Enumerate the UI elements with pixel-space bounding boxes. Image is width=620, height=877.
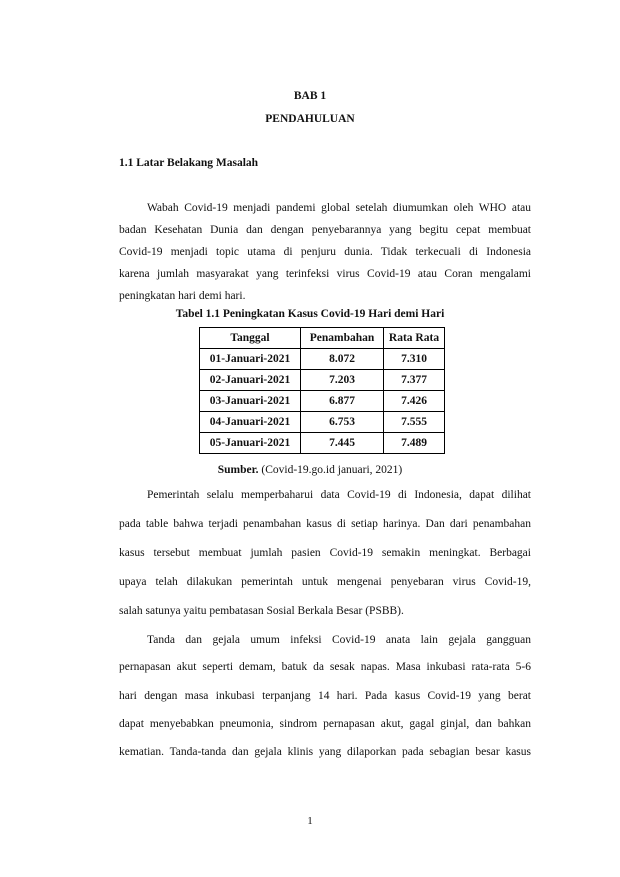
paragraph-line: salah satunya yaitu pembatasan Sosial Berkala Besar (PSBB). <box>119 605 404 617</box>
table-cell: 6.877 <box>301 391 384 412</box>
chapter-title: BAB 1 <box>293 90 327 102</box>
column-header: Tanggal <box>200 328 301 349</box>
paragraph-line: Covid-19 menjadi topic utama di penjuru dunia. Tidak terkecuali di Indonesia <box>119 246 531 258</box>
table-cell: 7.310 <box>384 349 445 370</box>
column-header: Penambahan <box>301 328 384 349</box>
table-cell: 02-Januari-2021 <box>200 370 301 391</box>
table-row <box>200 412 445 433</box>
paragraph-line: hari dengan masa inkubasi terpanjang 14 hari. Pada kasus Covid-19 yang berat <box>119 690 531 702</box>
table-cell: 7.489 <box>384 433 445 454</box>
paragraph-line: Wabah Covid-19 menjadi pandemi global setelah diumumkan oleh WHO atau <box>147 202 531 214</box>
table-cell: 01-Januari-2021 <box>200 349 301 370</box>
chapter-subtitle: PENDAHULUAN <box>265 113 355 125</box>
table-row <box>200 391 445 412</box>
paragraph-line: pada table bahwa terjadi penambahan kasus di setiap harinya. Dan dari penambahan <box>119 518 531 530</box>
table-row <box>200 349 445 370</box>
paragraph-line: upaya telah dilakukan pemerintah untuk mengenai penyebaran virus Covid-19, <box>119 576 531 588</box>
paragraph-line: karena jumlah masyarakat yang terinfeksi virus Covid-19 atau Coran mengalami <box>119 268 531 280</box>
table-cell: 03-Januari-2021 <box>200 391 301 412</box>
paragraph-line: peningkatan hari demi hari. <box>119 290 246 302</box>
table-cell: 7.377 <box>384 370 445 391</box>
table-cell: 7.426 <box>384 391 445 412</box>
cases-table <box>199 327 445 454</box>
table-caption: Tabel 1.1 Peningkatan Kasus Covid-19 Hari demi Hari <box>175 308 445 320</box>
table-cell: 8.072 <box>301 349 384 370</box>
table-source <box>0 464 620 476</box>
table-row <box>200 433 445 454</box>
table-row <box>200 370 445 391</box>
paragraph-line: kematian. Tanda-tanda dan gejala klinis yang dilaporkan pada sebagian besar kasus <box>119 746 531 758</box>
paragraph-line: dapat menyebabkan pneumonia, sindrom pernapasan akut, gagal ginjal, dan bahkan <box>119 718 531 730</box>
paragraph-line: pernapasan akut seperti demam, batuk da sesak napas. Masa inkubasi rata-rata 5-6 <box>119 661 531 673</box>
column-header: Rata Rata <box>384 328 445 349</box>
source-label: Sumber. <box>217 464 259 476</box>
paragraph-line: Pemerintah selalu memperbaharui data Covid-19 di Indonesia, dapat dilihat <box>147 489 531 501</box>
paragraph-line: badan Kesehatan Dunia dan dengan penyebarannya yang begitu cepat membuat <box>119 224 531 236</box>
table-cell: 7.445 <box>301 433 384 454</box>
page-number: 1 <box>307 815 313 827</box>
table-cell: 05-Januari-2021 <box>200 433 301 454</box>
table-header-row <box>200 328 445 349</box>
section-heading: 1.1 Latar Belakang Masalah <box>119 157 259 169</box>
table-cell: 7.203 <box>301 370 384 391</box>
table-cell: 7.555 <box>384 412 445 433</box>
paragraph-line: kasus tersebut membuat jumlah pasien Covid-19 semakin meningkat. Berbagai <box>119 547 531 559</box>
table-cell: 6.753 <box>301 412 384 433</box>
paragraph-line: Tanda dan gejala umum infeksi Covid-19 anata lain gejala gangguan <box>147 634 531 646</box>
source-text: (Covid-19.go.id januari, 2021) <box>258 464 403 476</box>
table-cell: 04-Januari-2021 <box>200 412 301 433</box>
